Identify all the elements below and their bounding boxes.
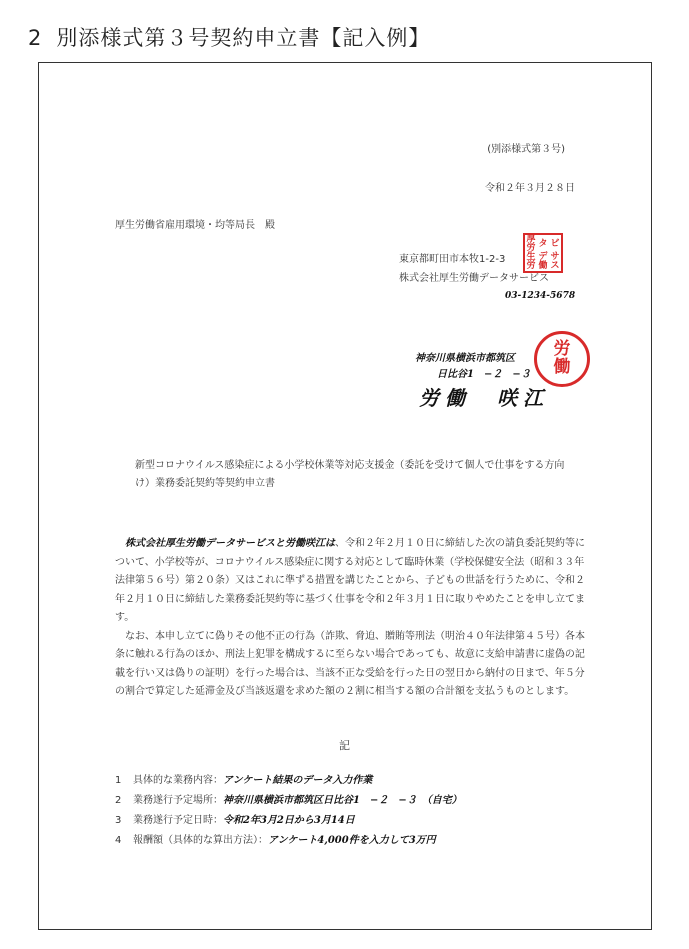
- person-name: 労働 咲江: [419, 386, 549, 410]
- company-seal-icon: [523, 233, 563, 273]
- seal-char: タ: [538, 238, 548, 249]
- list-item: [115, 811, 595, 826]
- item-number: 2: [115, 795, 122, 806]
- company-name: 株式会社厚生労働データサービス: [399, 273, 549, 284]
- page-heading: [28, 22, 430, 52]
- seal-char: ビ: [550, 238, 560, 249]
- seal-char: 生: [526, 252, 536, 262]
- document-title: 新型コロナウイルス感染症による小学校休業等対応支援金（委託を受けて個人で仕事をする方向け）業務委託契約等契約申立書: [135, 460, 565, 489]
- seal-top-char: 労: [553, 339, 571, 360]
- heading-title: 別添様式第３号契約申立書【記入例】: [56, 26, 431, 50]
- seal-char: 労: [526, 261, 536, 271]
- company-address: 東京都町田市本牧1-2-3: [399, 254, 506, 265]
- item-value: アンケート4,000件を入力して3万円: [268, 835, 436, 846]
- item-value: アンケート結果のデータ入力作業: [223, 775, 373, 786]
- company-tel: 03-1234-5678: [505, 291, 576, 301]
- item-list: [115, 771, 595, 851]
- item-label: 報酬額（具体的な算出方法）：: [133, 835, 268, 846]
- parties-handwritten: 株式会社厚生労働データサービスと労働咲江は: [125, 538, 335, 549]
- list-item: [115, 831, 595, 846]
- body-paragraph-2: なお、本申し立てに偽りその他不正の行為（詐欺、脅迫、贈賄等刑法（明治４０年法律第４５号）各本条に触れる行為のほか、刑法上犯罪を構成するに至らない場合であっても、故意に支給申請書に虚偽の記載を行い又は偽りの証明）を行った場合は、当該不正な受給を行った日の翌日から納付の日まで、年５分の割合で算定した延滞金及び当該返還を求めた額の２割に相当する額の合計額を支払うものとします。: [115, 630, 585, 697]
- heading-number: 2: [28, 26, 43, 50]
- seal-char: ス: [550, 261, 560, 271]
- item-label: 業務遂行予定場所：: [133, 795, 223, 806]
- person-address-line1: 神奈川県横浜市都筑区: [415, 353, 515, 364]
- item-number: 3: [115, 815, 122, 826]
- seal-char: 厚労: [526, 234, 536, 253]
- seal-char: 働: [538, 261, 548, 271]
- item-label: 具体的な業務内容：: [133, 775, 223, 786]
- document-body: [115, 535, 591, 702]
- list-item: [115, 771, 595, 786]
- body-paragraph-1: [115, 535, 591, 628]
- list-item: [115, 791, 595, 806]
- ki-heading: 記: [339, 739, 350, 752]
- form-number: (別添様式第３号): [487, 144, 565, 155]
- person-address-line2: 日比谷1 −２ −３: [437, 369, 531, 380]
- item-number: 1: [115, 775, 122, 786]
- seal-char: デ: [538, 252, 548, 262]
- item-value: 神奈川県横浜市都筑区日比谷1 −２ −３ （自宅）: [223, 795, 462, 806]
- item-label: 業務遂行予定日時：: [133, 815, 223, 826]
- addressee: 厚生労働省雇用環境・均等局長 殿: [115, 220, 275, 231]
- form-sheet: [38, 62, 652, 930]
- item-number: 4: [115, 835, 122, 846]
- form-date: 令和２年３月２８日: [485, 183, 575, 194]
- item-value: 令和2年3月2日から3月14日: [223, 815, 355, 826]
- body-paragraph-1-text: 、令和２年２月１０日に締結した次の請負委託契約等について、小学校等が、コロナウイルス感染症に関する対応として臨時休業（学校保健安全法（昭和３３年法律第５６号）第２０条）又はこれに準ずる措置を講じたことから、子どもの世話を行うために、令和２年２月１０日に締結した業務委託契約等に基づく仕事を令和２年３月１日に取りやめたことを申し立てます。: [115, 538, 585, 623]
- seal-char: サ: [550, 252, 560, 262]
- seal-bottom-char: 働: [553, 357, 571, 377]
- person-seal-icon: [534, 331, 590, 387]
